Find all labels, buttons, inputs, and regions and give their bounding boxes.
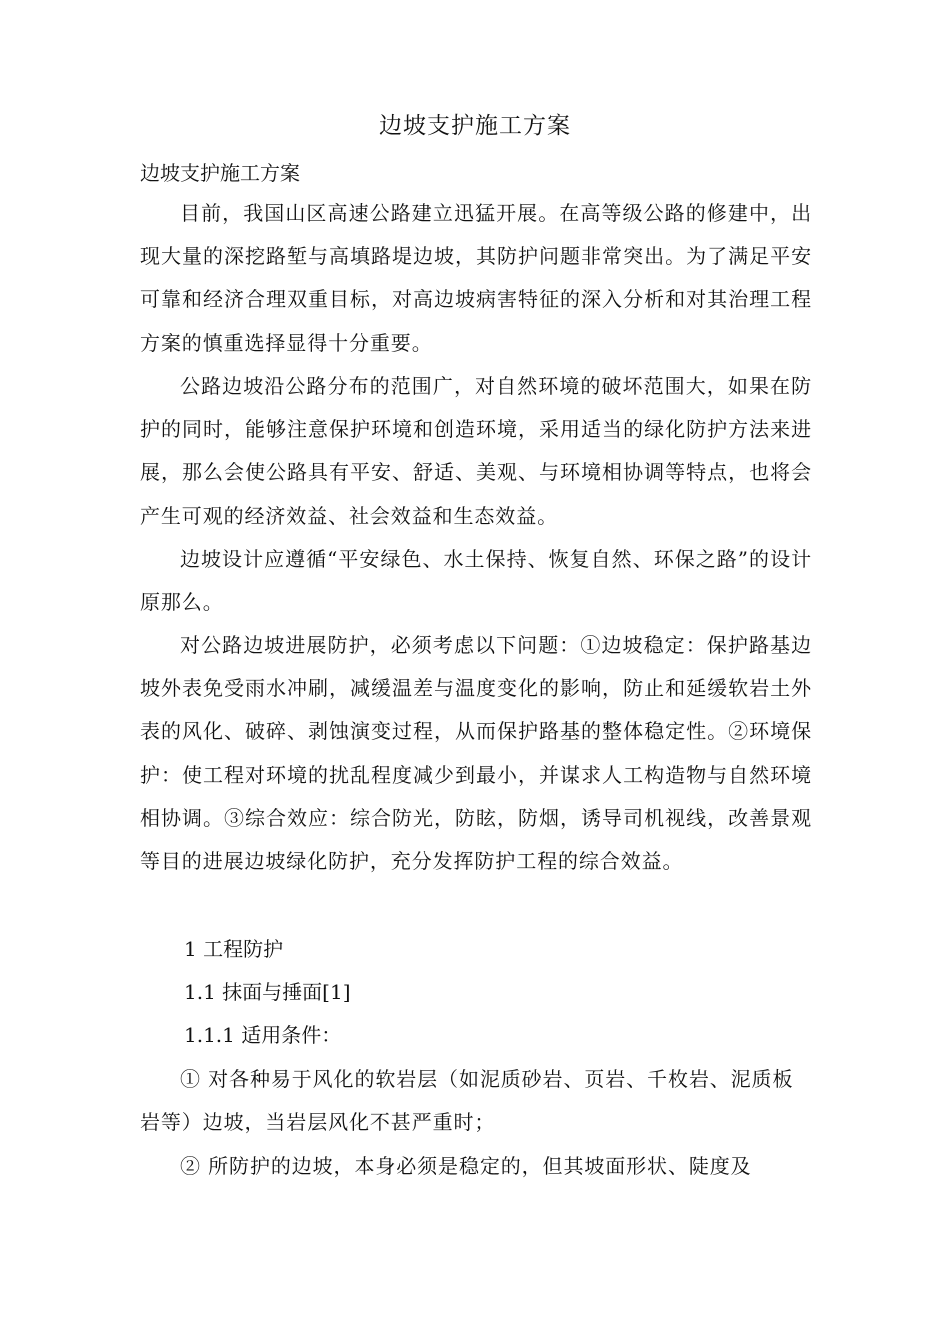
- section-heading-1: 1 工程防护: [184, 937, 284, 961]
- document-subtitle: 边坡支护施工方案: [140, 161, 300, 185]
- paragraph-protection-issues: 对公路边坡进展防护，必须考虑以下问题：①边坡稳定：保护路基边坡外表免受雨水冲刷，减缓温差与温度变化的影响，防止和延缓软岩土外表的风化、破碎、剥蚀演变过程，从而保护路基的整体稳定性。②环境保护：使工程对环境的扰乱程度减少到最小，并谋求人工构造物与自然环境相协调。③综合效应：综合防光，防眩，防烟，诱导司机视线，改善景观等目的进展边坡绿化防护，充分发挥防护工程的综合效益。: [140, 633, 812, 874]
- section-heading-1-1: 1.1 抹面与捶面[1]: [184, 980, 351, 1004]
- paragraph-environment: 公路边坡沿公路分布的范围广，对自然环境的破坏范围大，如果在防护的同时，能够注意保护环境和创造环境，采用适当的绿化防护方法来进展，那么会使公路具有平安、舒适、美观、与环境相协调等特点，也将会产生可观的经济效益、社会效益和生态效益。: [140, 374, 812, 528]
- paragraph-design-principle: 边坡设计应遵循“平安绿色、水土保持、恢复自然、环保之路”的设计原那么。: [140, 547, 812, 615]
- list-item-2: ② 所防护的边坡，本身必须是稳定的，但其坡面形状、陡度及: [180, 1154, 752, 1178]
- paragraph-intro: 目前，我国山区高速公路建立迅猛开展。在高等级公路的修建中，出现大量的深挖路堑与高填路堤边坡，其防护问题非常突出。为了满足平安可靠和经济合理双重目标，对高边坡病害特征的深入分析和对其治理工程方案的慎重选择显得十分重要。: [140, 201, 812, 355]
- document-title: 边坡支护施工方案: [379, 113, 571, 139]
- section-heading-1-1-1: 1.1.1 适用条件：: [184, 1023, 342, 1047]
- list-item-1: ① 对各种易于风化的软岩层（如泥质砂岩、页岩、千枚岩、泥质板岩等）边坡，当岩层风化不甚严重时；: [140, 1067, 794, 1135]
